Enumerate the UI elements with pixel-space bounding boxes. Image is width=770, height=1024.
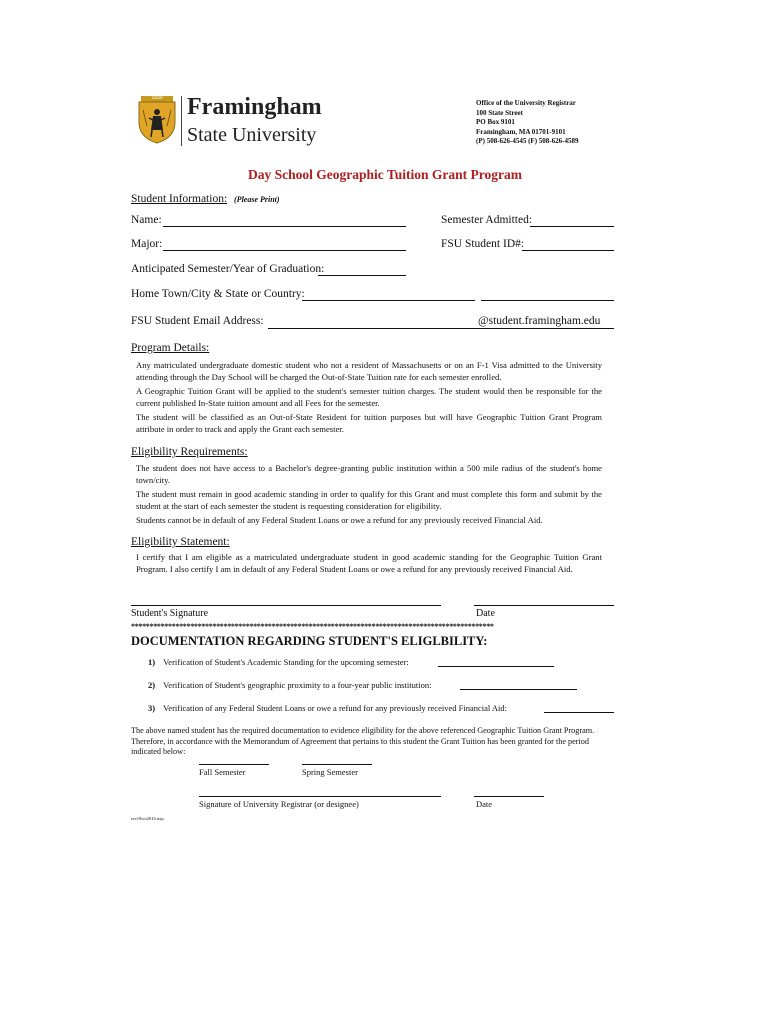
documentation-item-2-text: Verification of Student's geographic proximity to a four-year public institution: <box>163 680 432 690</box>
anticipated-graduation-label: Anticipated Semester/Year of Graduation: <box>131 263 325 275</box>
eligibility-requirements-paragraph-3: Students cannot be in default of any Federal Student Loans or owe a refund for any previously received Financial Aid. <box>136 515 543 525</box>
registrar-signature-field[interactable] <box>199 796 441 797</box>
footer-code: rev19oct2016.nxp <box>131 816 164 821</box>
fall-semester-field[interactable] <box>199 764 269 765</box>
documentation-item-1-num: 1) <box>148 657 156 667</box>
student-signature-label: Student's Signature <box>131 608 209 619</box>
email-suffix: @student.framingham.edu <box>478 315 601 327</box>
registrar-signature-label: Signature of University Registrar (or designee) <box>199 799 359 809</box>
student-id-label: FSU Student ID#: <box>441 238 525 250</box>
registrar-date-label: Date <box>476 799 493 809</box>
hometown-city-field[interactable] <box>302 300 475 301</box>
federal-loans-field[interactable] <box>544 712 614 713</box>
address-po-box: PO Box 9101 <box>476 118 515 127</box>
registrar-date-field[interactable] <box>474 796 544 797</box>
address-phone-fax: (P) 508-626-4545 (F) 508-626-4589 <box>476 137 579 146</box>
student-date-field[interactable] <box>474 605 614 606</box>
student-id-field[interactable] <box>522 250 614 251</box>
email-label: FSU Student Email Address: <box>131 315 264 327</box>
hometown-state-field[interactable] <box>481 300 614 301</box>
fall-semester-label: Fall Semester <box>199 767 246 777</box>
anticipated-graduation-field[interactable] <box>318 275 406 276</box>
student-date-label: Date <box>476 608 495 619</box>
eligibility-requirements-heading: Eligibility Requirements: <box>131 446 248 458</box>
logo-name-line2: State University <box>187 124 317 146</box>
logo-name-line1: Framingham <box>187 94 322 120</box>
student-info-heading-text: Student Information: <box>131 193 228 205</box>
documentation-item-3 <box>148 703 507 713</box>
documentation-item-2 <box>148 680 431 690</box>
student-signature-field[interactable] <box>131 605 441 606</box>
student-info-heading <box>131 193 280 205</box>
geographic-proximity-field[interactable] <box>460 689 577 690</box>
semester-admitted-field[interactable] <box>530 226 614 227</box>
please-print-note: (Please Print) <box>234 195 280 204</box>
eligibility-statement-text: I certify that I am eligible as a matriculated undergraduate student in good academic standing for the Geographic Tuition Grant Program. I also certify I am in default of any Federal Student Loans or owe a refund for any previously received Financial Aid. <box>136 552 602 574</box>
documentation-closing: The above named student has the required documentation to evidence eligibility for the above referenced Geographic Tuition Grant Program. Therefore, in accordance with the Memorandum of Agreement that pertains to this student the Grant Tuition has been granted for the period indicated below: <box>131 726 595 756</box>
documentation-item-2-num: 2) <box>148 680 156 690</box>
spring-semester-field[interactable] <box>302 764 372 765</box>
documentation-item-3-text: Verification of any Federal Student Loans or owe a refund for any previously received Financial Aid: <box>163 703 507 713</box>
email-field[interactable] <box>268 328 614 329</box>
semester-admitted-label: Semester Admitted: <box>441 214 533 226</box>
crest-year: 1839 <box>151 95 163 101</box>
registrar-address <box>476 99 578 147</box>
documentation-item-1-text: Verification of Student's Academic Standing for the upcoming semester: <box>163 657 409 667</box>
program-details-paragraph-1: Any matriculated undergraduate domestic student who not a resident of Massachusetts or on an F-1 Visa admitted to the University attending through the Day School will be charged the Out-of-State Tuition rate for each semester enrolled. <box>136 360 602 382</box>
eligibility-requirements-paragraph-1: The student does not have access to a Bachelor's degree-granting public institution within a 500 mile radius of the student's home town/city. <box>136 463 602 485</box>
crest-icon <box>137 96 177 144</box>
address-street: 100 State Street <box>476 108 523 117</box>
program-details-heading: Program Details: <box>131 342 210 354</box>
major-field[interactable] <box>163 250 406 251</box>
documentation-heading: DOCUMENTATION REGARDING STUDENT'S ELIGLBILITY: <box>131 634 488 648</box>
address-office: Office of the University Registrar <box>476 99 576 107</box>
major-label: Major: <box>131 238 163 250</box>
academic-standing-field[interactable] <box>438 666 554 667</box>
eligibility-statement-heading: Eligibility Statement: <box>131 536 230 548</box>
program-details-paragraph-2: A Geographic Tuition Grant will be applied to the student's semester tuition charges. The student would then be responsible for the current published In-State tuition amount and all Fees for the semester. <box>136 386 602 408</box>
name-field[interactable] <box>163 226 406 227</box>
spring-semester-label: Spring Semester <box>302 767 358 777</box>
eligibility-requirements-paragraph-2: The student must remain in good academic standing in order to qualify for this Grant and must complete this form and submit by the student at the start of each semester the student is requesting consideration for eligibility. <box>136 489 602 511</box>
name-label: Name: <box>131 214 162 226</box>
asterisk-separator: ************************************************************************************************** <box>131 622 494 631</box>
hometown-label: Home Town/City & State or Country: <box>131 288 305 300</box>
documentation-item-3-num: 3) <box>148 703 156 713</box>
page-title: Day School Geographic Tuition Grant Program <box>248 167 522 182</box>
documentation-item-1 <box>148 657 409 667</box>
program-details-paragraph-3: The student will be classified as an Out-of-State Resident for tuition purposes but will have Geographic Tuition Grant Program attribute in order to track and apply the Grant each semester. <box>136 412 602 434</box>
logo-divider <box>181 96 182 146</box>
address-city: Framingham, MA 01701-9101 <box>476 127 566 136</box>
